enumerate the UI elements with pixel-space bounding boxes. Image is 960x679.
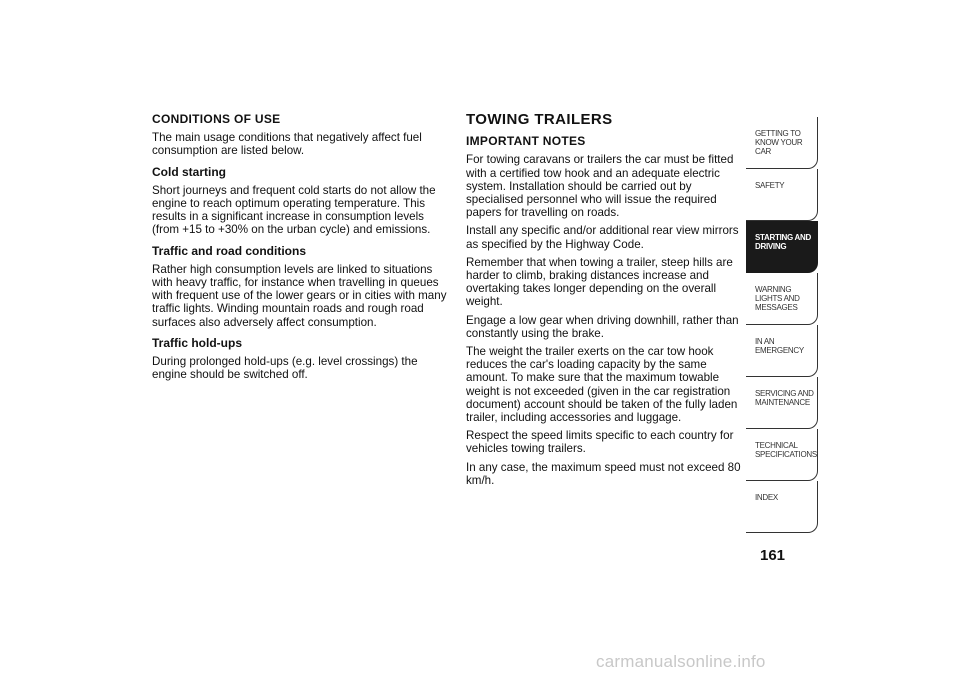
left-column	[152, 113, 450, 386]
towing-paragraph: Install any specific and/or additional rear view mirrors as specified by the Highway Code.	[466, 224, 739, 251]
towing-paragraph: Engage a low gear when driving downhill, rather than constantly using the brake.	[466, 313, 739, 340]
tab-safety[interactable]: SAFETY	[746, 169, 818, 221]
towing-paragraph: For towing caravans or trailers the car must be fitted with a certified tow hook and an adequate electric system. Installation should be carried out by specialised personnel who will issue the required papers for travelling on roads.	[466, 153, 734, 220]
tab-servicing[interactable]: SERVICING AND MAINTENANCE	[746, 377, 818, 429]
traffic-holdups-text: During prolonged hold-ups (e.g. level crossings) the engine should be switched off.	[152, 355, 418, 382]
tab-technical[interactable]: TECHNICAL SPECIFICATIONS	[746, 429, 818, 481]
towing-paragraph: Remember that when towing a trailer, steep hills are harder to climb, braking distances increase and overtaking takes longer depending on the overall weight.	[466, 255, 733, 309]
traffic-road-text: Rather high consumption levels are linked to situations with heavy traffic, for instance when travelling in queues with frequent use of the lower gears or in cities with many traffic lights. Winding mountain roads and rough road surfaces also adversely affect consumption.	[152, 262, 447, 329]
watermark: carmanualsonline.info	[596, 652, 766, 671]
cold-starting-text: Short journeys and frequent cold starts do not allow the engine to reach optimum operating temperature. This results in a significant increase in consumption levels (from +15 to +30% on the urban cycle) and emissions.	[152, 183, 436, 237]
towing-paragraph: The weight the trailer exerts on the car tow hook reduces the car's loading capacity by the same amount. To make sure that the maximum towable weight is not exceeded (given in the car registration document) account should be taken of the fully laden trailer, including accessories and luggage.	[466, 345, 738, 425]
cold-starting-title: Cold starting	[152, 164, 226, 179]
towing-paragraph: Respect the speed limits specific to each country for vehicles towing trailers.	[466, 429, 734, 456]
towing-title: TOWING TRAILERS	[466, 111, 613, 128]
towing-paragraph: In any case, the maximum speed must not exceed 80 km/h.	[466, 460, 741, 487]
tab-starting-driving[interactable]: STARTING AND DRIVING	[746, 221, 818, 273]
right-column	[466, 113, 746, 492]
tab-index[interactable]: INDEX	[746, 481, 818, 533]
traffic-road-title: Traffic and road conditions	[152, 243, 307, 258]
page-number: 161	[760, 547, 786, 564]
traffic-holdups-title: Traffic hold-ups	[152, 335, 242, 350]
tab-getting-to-know[interactable]: GETTING TO KNOW YOUR CAR	[746, 117, 818, 169]
conditions-heading: CONDITIONS OF USE	[152, 112, 281, 126]
tab-emergency[interactable]: IN AN EMERGENCY	[746, 325, 818, 377]
important-notes-heading: IMPORTANT NOTES	[466, 134, 586, 149]
conditions-intro: The main usage conditions that negatively affect fuel consumption are listed below.	[152, 131, 422, 158]
chapter-sidebar	[746, 117, 818, 533]
tab-warning-lights[interactable]: WARNING LIGHTS AND MESSAGES	[746, 273, 818, 325]
